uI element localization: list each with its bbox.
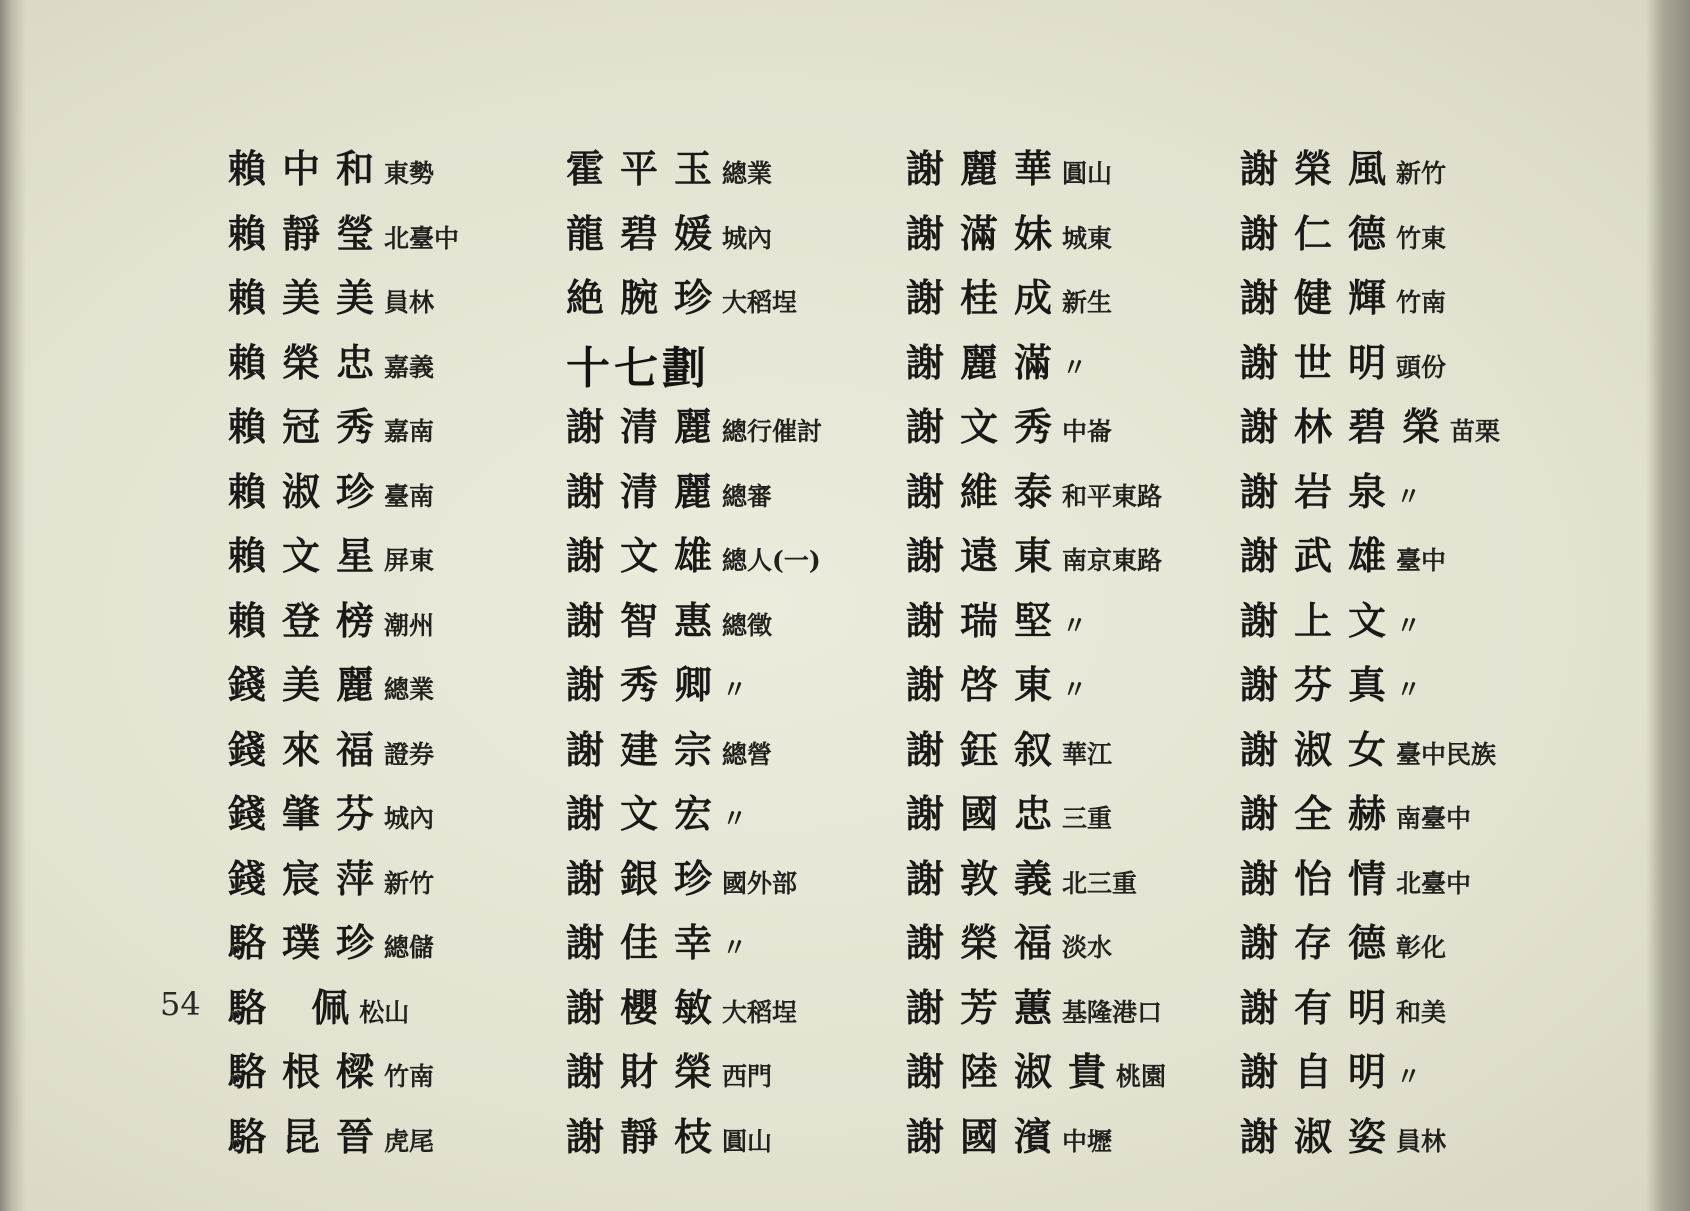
name-column-3 — [906, 138, 1286, 1170]
branch-location: 虎尾 — [384, 1126, 435, 1156]
person-name: 謝榮福 — [906, 920, 1069, 965]
person-name: 謝上文 — [1240, 597, 1403, 643]
person-name: 賴淑珍 — [228, 468, 391, 514]
directory-entry — [906, 977, 1286, 1042]
person-name: 謝麗華 — [906, 146, 1069, 191]
directory-entry — [228, 396, 608, 461]
branch-location: 〃 — [1062, 352, 1088, 382]
person-name: 謝陸淑貴 — [906, 1049, 1123, 1094]
branch-location: 圓山 — [722, 1126, 773, 1156]
person-name: 謝有明 — [1240, 984, 1403, 1030]
branch-location: 〃 — [1396, 675, 1422, 704]
branch-location: 松山 — [359, 997, 410, 1027]
branch-location: 總業 — [384, 675, 435, 704]
branch-location: 〃 — [1396, 481, 1422, 511]
branch-location: 總行催討 — [722, 417, 823, 446]
branch-location: 基隆港口 — [1062, 997, 1163, 1027]
directory-entry — [228, 848, 608, 913]
branch-location: 國外部 — [722, 868, 798, 898]
person-name: 謝文宏 — [566, 791, 729, 836]
person-name: 謝芳蕙 — [906, 984, 1069, 1030]
directory-entry — [566, 848, 946, 913]
branch-location: 苗栗 — [1450, 417, 1501, 446]
directory-entry — [1240, 719, 1620, 784]
branch-location: 總人(一) — [722, 546, 821, 575]
directory-entry — [228, 783, 608, 848]
directory-entry — [566, 1106, 946, 1171]
person-name: 謝榮風 — [1240, 146, 1403, 191]
branch-location: 〃 — [722, 675, 748, 704]
directory-entry — [1240, 912, 1620, 977]
branch-location: 城東 — [1062, 223, 1113, 253]
person-name: 賴冠秀 — [228, 404, 391, 449]
directory-entry — [566, 912, 946, 977]
person-name: 賴美美 — [228, 275, 391, 320]
person-name: 謝佳幸 — [566, 920, 729, 965]
branch-location: 中崙 — [1062, 417, 1113, 446]
branch-location: 新竹 — [384, 868, 435, 898]
branch-location: 華江 — [1062, 739, 1113, 769]
person-name: 賴文星 — [228, 533, 391, 578]
branch-location: 潮州 — [384, 610, 435, 640]
person-name: 謝遠東 — [906, 533, 1069, 578]
directory-entry — [566, 654, 946, 719]
directory-entry — [566, 267, 946, 332]
directory-entry — [566, 138, 946, 203]
directory-entry — [906, 525, 1286, 590]
branch-location: 桃園 — [1116, 1062, 1167, 1091]
directory-entry — [906, 848, 1286, 913]
branch-location: 員林 — [1396, 1126, 1447, 1156]
directory-entry — [566, 719, 946, 784]
branch-location: 〃 — [1396, 1062, 1422, 1091]
person-name: 謝國濱 — [906, 1113, 1069, 1159]
person-name: 錢宸萍 — [228, 855, 391, 901]
person-name: 錢美麗 — [228, 662, 391, 707]
directory-entry — [1240, 1041, 1620, 1106]
branch-location: 〃 — [1062, 675, 1088, 704]
directory-entry — [228, 332, 608, 397]
directory-entry — [566, 461, 946, 526]
branch-location: 臺南 — [384, 481, 435, 511]
directory-entry — [1240, 396, 1620, 461]
directory-entry — [566, 203, 946, 268]
branch-location: 證券 — [384, 739, 435, 769]
branch-location: 淡水 — [1062, 933, 1113, 962]
person-name: 謝銀珍 — [566, 855, 729, 901]
branch-location: 東勢 — [384, 159, 435, 188]
person-name: 賴靜瑩 — [228, 210, 391, 256]
person-name: 謝武雄 — [1240, 533, 1403, 578]
person-name: 謝秀卿 — [566, 662, 729, 707]
person-name: 謝財榮 — [566, 1049, 729, 1094]
person-name: 謝敦義 — [906, 855, 1069, 901]
person-name: 謝建宗 — [566, 726, 729, 772]
person-name: 謝智惠 — [566, 597, 729, 643]
directory-entry — [906, 1106, 1286, 1171]
section-heading — [566, 332, 946, 397]
directory-entry — [566, 783, 946, 848]
branch-location: 總徵 — [722, 610, 773, 640]
person-name: 駱璞珍 — [228, 920, 391, 965]
stroke-count-heading: 十七劃 — [566, 342, 710, 394]
directory-entry — [906, 396, 1286, 461]
directory-entry — [1240, 267, 1620, 332]
directory-entry — [906, 912, 1286, 977]
directory-entry — [228, 1106, 608, 1171]
person-name: 謝麗滿 — [906, 339, 1069, 385]
directory-entry — [228, 461, 608, 526]
branch-location: 臺中 — [1396, 546, 1447, 575]
branch-location: 〃 — [722, 804, 748, 833]
directory-entry — [906, 719, 1286, 784]
person-name: 謝清麗 — [566, 404, 729, 449]
person-name: 錢來福 — [228, 726, 391, 772]
directory-entry — [1240, 783, 1620, 848]
directory-entry — [228, 590, 608, 655]
branch-location: 總審 — [722, 481, 773, 511]
branch-location: 圓山 — [1062, 159, 1113, 188]
directory-entry — [1240, 590, 1620, 655]
directory-entry — [906, 1041, 1286, 1106]
person-name: 謝淑女 — [1240, 726, 1403, 772]
person-name: 謝自明 — [1240, 1049, 1403, 1094]
branch-location: 和平東路 — [1062, 481, 1163, 511]
directory-entry — [1240, 138, 1620, 203]
person-name: 謝存德 — [1240, 920, 1403, 965]
branch-location: 和美 — [1396, 997, 1447, 1027]
branch-location: 三重 — [1062, 804, 1113, 833]
person-name: 錢肇芬 — [228, 791, 391, 836]
person-name: 絶腕珍 — [566, 275, 729, 320]
branch-location: 總儲 — [384, 933, 435, 962]
directory-entry — [228, 912, 608, 977]
directory-entry — [906, 461, 1286, 526]
person-name: 謝桂成 — [906, 275, 1069, 320]
branch-location: 嘉南 — [384, 417, 435, 446]
branch-location: 竹南 — [1396, 288, 1447, 317]
person-name: 賴中和 — [228, 146, 391, 191]
branch-location: 新生 — [1062, 288, 1113, 317]
page-number: 54 — [160, 985, 201, 1023]
person-name: 謝林碧榮 — [1240, 404, 1457, 449]
branch-location: 〃 — [1062, 610, 1088, 640]
directory-entry — [566, 977, 946, 1042]
directory-entry — [906, 138, 1286, 203]
directory-entry — [1240, 203, 1620, 268]
branch-location: 竹南 — [384, 1062, 435, 1091]
branch-location: 大稻埕 — [722, 288, 798, 317]
directory-entry — [228, 1041, 608, 1106]
branch-location: 嘉義 — [384, 352, 435, 382]
person-name: 龍碧媛 — [566, 210, 729, 256]
directory-entry — [228, 267, 608, 332]
branch-location: 城內 — [384, 804, 435, 833]
person-name: 謝瑞堅 — [906, 597, 1069, 643]
directory-entry — [228, 525, 608, 590]
person-name: 謝靜枝 — [566, 1113, 729, 1159]
person-name: 謝岩泉 — [1240, 468, 1403, 514]
branch-location: 西門 — [722, 1062, 773, 1091]
person-name: 謝滿妹 — [906, 210, 1069, 256]
person-name: 謝清麗 — [566, 468, 729, 514]
branch-location: 員林 — [384, 288, 435, 317]
directory-entry — [1240, 654, 1620, 719]
branch-location: 頭份 — [1396, 352, 1447, 382]
page-edge-shadow — [1646, 0, 1690, 1211]
branch-location: 屏東 — [384, 546, 435, 575]
directory-entry — [906, 783, 1286, 848]
directory-entry — [228, 203, 608, 268]
directory-entry — [228, 719, 608, 784]
branch-location: 南臺中 — [1396, 804, 1472, 833]
person-name: 賴登榜 — [228, 597, 391, 643]
person-name: 謝芬真 — [1240, 662, 1403, 707]
person-name: 謝啓東 — [906, 662, 1069, 707]
person-name: 謝全赫 — [1240, 791, 1403, 836]
directory-entry — [566, 396, 946, 461]
directory-entry — [1240, 848, 1620, 913]
directory-entry — [1240, 332, 1620, 397]
person-name: 謝國忠 — [906, 791, 1069, 836]
directory-entry — [228, 654, 608, 719]
branch-location: 〃 — [1396, 610, 1422, 640]
person-name: 霍平玉 — [566, 146, 729, 191]
branch-location: 〃 — [722, 933, 748, 962]
directory-entry — [906, 332, 1286, 397]
branch-location: 南京東路 — [1062, 546, 1163, 575]
directory-entry — [906, 267, 1286, 332]
name-column-4 — [1240, 138, 1620, 1170]
directory-entry — [906, 203, 1286, 268]
branch-location: 臺中民族 — [1396, 739, 1497, 769]
branch-location: 竹東 — [1396, 223, 1447, 253]
person-name: 謝仁德 — [1240, 210, 1403, 256]
person-name: 謝櫻敏 — [566, 984, 729, 1030]
person-name: 謝維泰 — [906, 468, 1069, 514]
branch-location: 新竹 — [1396, 159, 1447, 188]
name-column-1 — [228, 138, 608, 1170]
branch-location: 中壢 — [1062, 1126, 1113, 1156]
branch-location: 北臺中 — [384, 223, 460, 253]
person-name: 駱昆晉 — [228, 1113, 391, 1159]
directory-entry — [566, 590, 946, 655]
directory-entry — [906, 654, 1286, 719]
person-name: 謝淑姿 — [1240, 1113, 1403, 1159]
directory-entry — [1240, 525, 1620, 590]
directory-entry — [566, 525, 946, 590]
person-name: 謝健輝 — [1240, 275, 1403, 320]
directory-entry — [566, 1041, 946, 1106]
branch-location: 大稻埕 — [722, 997, 798, 1027]
person-name: 駱 佩 — [228, 984, 366, 1030]
branch-location: 總營 — [722, 739, 773, 769]
person-name: 謝文秀 — [906, 404, 1069, 449]
branch-location: 北臺中 — [1396, 868, 1472, 898]
branch-location: 北三重 — [1062, 868, 1138, 898]
name-column-2 — [566, 138, 946, 1170]
directory-entry — [906, 590, 1286, 655]
directory-entry — [1240, 977, 1620, 1042]
branch-location: 總業 — [722, 159, 773, 188]
branch-location: 城內 — [722, 223, 773, 253]
person-name: 駱根樑 — [228, 1049, 391, 1094]
branch-location: 彰化 — [1396, 933, 1447, 962]
directory-entry — [228, 977, 608, 1042]
directory-entry — [1240, 461, 1620, 526]
person-name: 謝鈺叙 — [906, 726, 1069, 772]
directory-entry — [1240, 1106, 1620, 1171]
person-name: 謝怡情 — [1240, 855, 1403, 901]
person-name: 謝文雄 — [566, 533, 729, 578]
person-name: 賴榮忠 — [228, 339, 391, 385]
person-name: 謝世明 — [1240, 339, 1403, 385]
directory-entry — [228, 138, 608, 203]
book-gutter-shadow — [0, 0, 26, 1211]
